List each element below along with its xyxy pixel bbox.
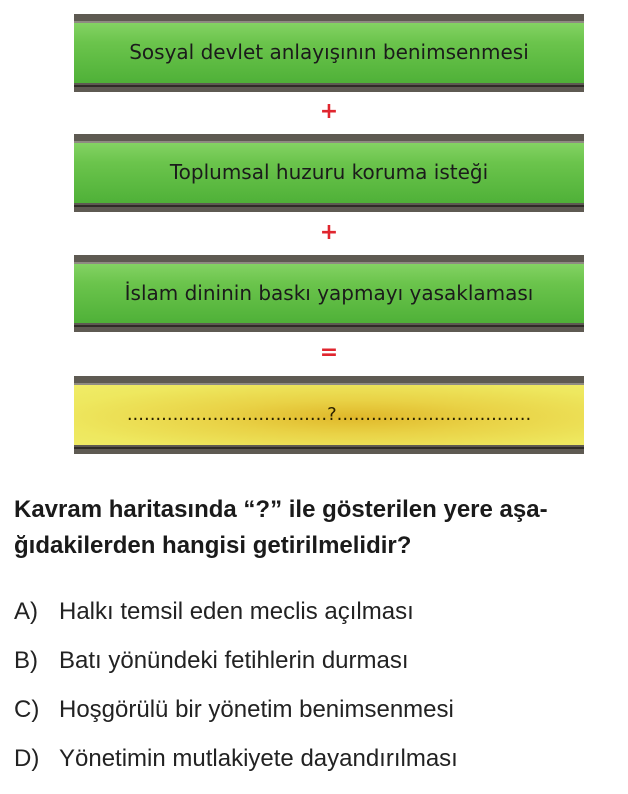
option-c-text: Hoşgörülü bir yönetim benimsenmesi <box>59 696 454 723</box>
option-c[interactable] <box>14 696 614 745</box>
plus-operator-2: + <box>319 220 339 245</box>
concept-box-2-text: Toplumsal huzuru koruma isteği <box>169 160 489 184</box>
option-b[interactable] <box>14 647 614 696</box>
option-a-letter: A) <box>14 598 38 625</box>
option-b-text: Batı yönündeki fetihlerin durması <box>59 647 409 674</box>
concept-box-3-text: İslam dininin baskı yapmayı yasaklaması <box>124 280 534 305</box>
option-d-letter: D) <box>14 745 40 772</box>
concept-box-2 <box>74 134 584 212</box>
option-a-text: Halkı temsil eden meclis açılması <box>59 598 414 625</box>
result-blank: ...................................?.................................. <box>126 403 532 425</box>
answer-options <box>14 598 614 794</box>
question-text <box>14 492 614 564</box>
option-d[interactable] <box>14 745 614 794</box>
result-box <box>74 376 584 454</box>
option-c-letter: C) <box>14 696 40 723</box>
option-a[interactable] <box>14 598 614 647</box>
option-b-letter: B) <box>14 647 38 674</box>
option-d-text: Yönetimin mutlakiyete dayandırılması <box>59 745 458 772</box>
concept-box-1-text: Sosyal devlet anlayışının benimsenmesi <box>129 40 529 64</box>
question-line-2: ğıdakilerden hangisi getirilmelidir? <box>14 532 412 559</box>
equals-operator: = <box>319 340 339 365</box>
plus-operator-1: + <box>319 99 339 124</box>
question-line-1: Kavram haritasında “?” ile gösterilen yere aşa- <box>14 496 548 523</box>
concept-box-1 <box>74 14 584 92</box>
concept-box-3 <box>74 255 584 332</box>
